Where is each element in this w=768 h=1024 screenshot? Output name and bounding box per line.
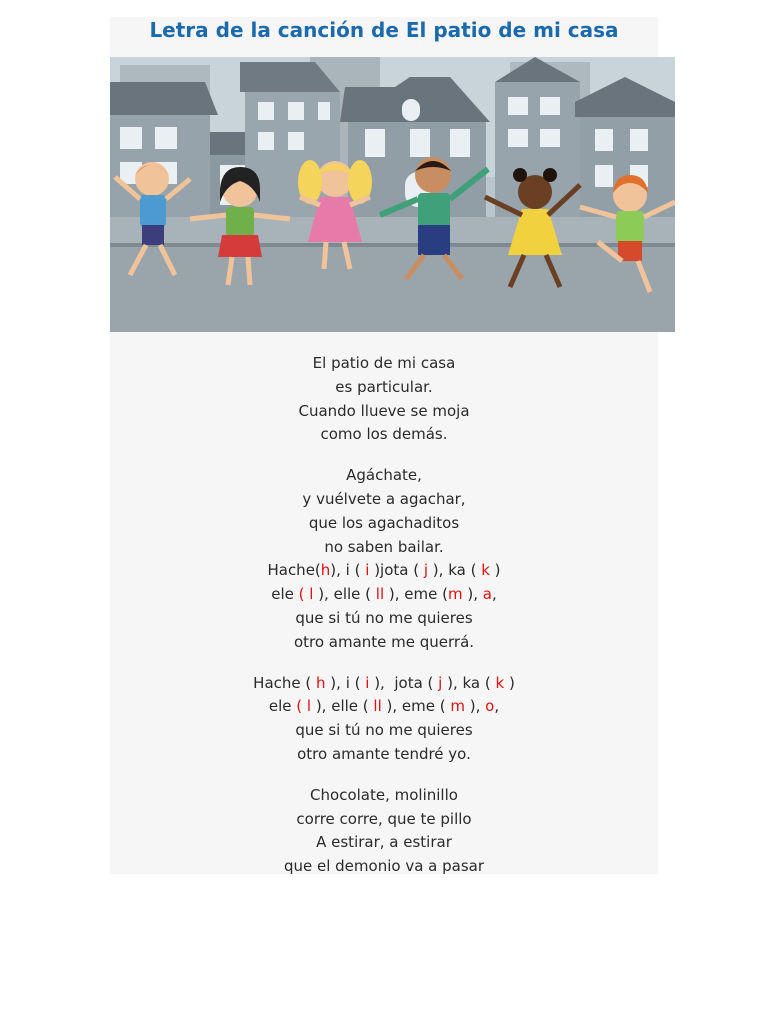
lyric-spelling-line: ele ( l ), elle ( ll ), eme (m ), a, [271, 585, 497, 604]
lyric-line: corre corre, que te pillo [296, 809, 472, 828]
lyric-line: que los agachaditos [308, 513, 460, 532]
lyric-line: A estirar, a estirar [316, 833, 452, 852]
lyric-line: que si tú no me quieres [295, 608, 473, 627]
lyric-line: Cuando llueve se moja [298, 401, 470, 420]
lyric-line: Agáchate, [346, 466, 422, 485]
lyric-line: otro amante tendré yo. [297, 744, 471, 763]
lyric-spelling-line: Hache ( h ), i ( i ), jota ( j ), ka ( k ) [253, 673, 515, 692]
page-title: Letra de la canción de El patio de mi casa [149, 18, 619, 42]
lyric-line: El patio de mi casa [312, 354, 456, 372]
lyric-line: Chocolate, molinillo [310, 785, 458, 804]
lyrics-text [110, 352, 658, 879]
lyric-line: no saben bailar. [324, 537, 444, 556]
lyric-line: que el demonio va a pasar [283, 857, 485, 876]
illustration-image [110, 57, 675, 332]
lyric-spelling-line: Hache(h), i ( i )jota ( j ), ka ( k ) [267, 561, 501, 580]
lyric-line: otro amante me querrá. [293, 632, 475, 651]
lyric-line: como los demás. [320, 425, 448, 444]
lyric-line: y vuélvete a agachar, [302, 489, 466, 508]
lyric-line: es particular. [335, 377, 433, 396]
lyric-spelling-line: ele ( l ), elle ( ll ), eme ( m ), o, [268, 697, 500, 716]
lyric-line: que si tú no me quieres [295, 721, 473, 740]
